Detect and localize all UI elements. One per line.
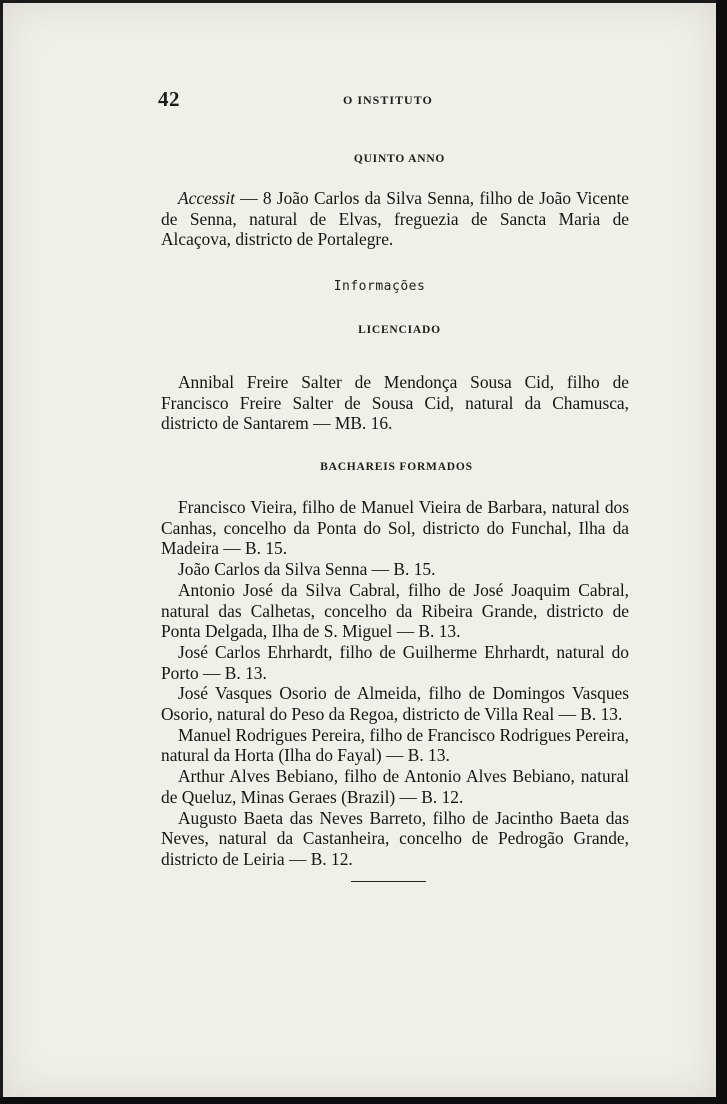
page-header: [3, 87, 716, 111]
list-item: José Carlos Ehrhardt, filho de Guilherme Ehrhardt, natural do Porto — B. 13.: [161, 641, 629, 683]
list-item: Augusto Baeta das Neves Barreto, filho de Jacintho Baeta das Neves, natural da Castanheira, concelho de Pedrogão Grande, districto de Leiria — B. 12.: [161, 807, 629, 869]
end-rule-divider: [351, 881, 426, 882]
scan-border-bottom: [0, 1097, 727, 1104]
scan-border-right: [716, 0, 727, 1104]
scanned-page: [3, 3, 716, 1097]
licenciado-paragraph: Annibal Freire Salter de Mendonça Sousa Cid, filho de Francisco Freire Salter de Sousa Cid, natural da Chamusca, districto de Santarem — MB. 16.: [161, 372, 629, 434]
list-item: João Carlos da Silva Senna — B. 15.: [178, 559, 436, 580]
accessit-paragraph: [161, 188, 629, 250]
list-item: Arthur Alves Bebiano, filho de Antonio Alves Bebiano, natural de Queluz, Minas Geraes (Brazil) — B. 12.: [161, 766, 629, 807]
list-item: Francisco Vieira, filho de Manuel Vieira de Barbara, natural dos Canhas, concelho da Ponta do Sol, districto do Funchal, Ilha da Madeira — B. 15.: [161, 497, 629, 559]
page-number: 42: [158, 87, 180, 111]
licenciado-heading: LICENCIADO: [358, 324, 441, 336]
accessit-text: — 8 João Carlos da Silva Senna, filho de João Vicente de Senna, natural de Elvas, freguezia de Sancta Maria de Alcaçova, districto de Portalegre.: [161, 188, 629, 250]
bachareis-list: [161, 497, 629, 870]
list-item: Antonio José da Silva Cabral, filho de José Joaquim Cabral, natural das Calhetas, concelho da Ribeira Grande, districto de Ponta Delgada, Ilha de S. Miguel — B. 13.: [161, 579, 629, 642]
list-item: Manuel Rodrigues Pereira, filho de Francisco Rodrigues Pereira, natural da Horta (Ilha do Fayal) — B. 13.: [161, 724, 629, 766]
accessit-label: Accessit: [178, 188, 235, 208]
running-title: O INSTITUTO: [343, 93, 433, 107]
list-item: José Vasques Osorio de Almeida, filho de Domingos Vasques Osorio, natural do Peso da Regoa, districto de Villa Real — B. 13.: [161, 683, 629, 725]
quinto-anno-heading: QUINTO ANNO: [353, 153, 446, 165]
informacoes-heading: Informações: [333, 279, 426, 294]
bachareis-heading: BACHAREIS FORMADOS: [320, 461, 473, 473]
